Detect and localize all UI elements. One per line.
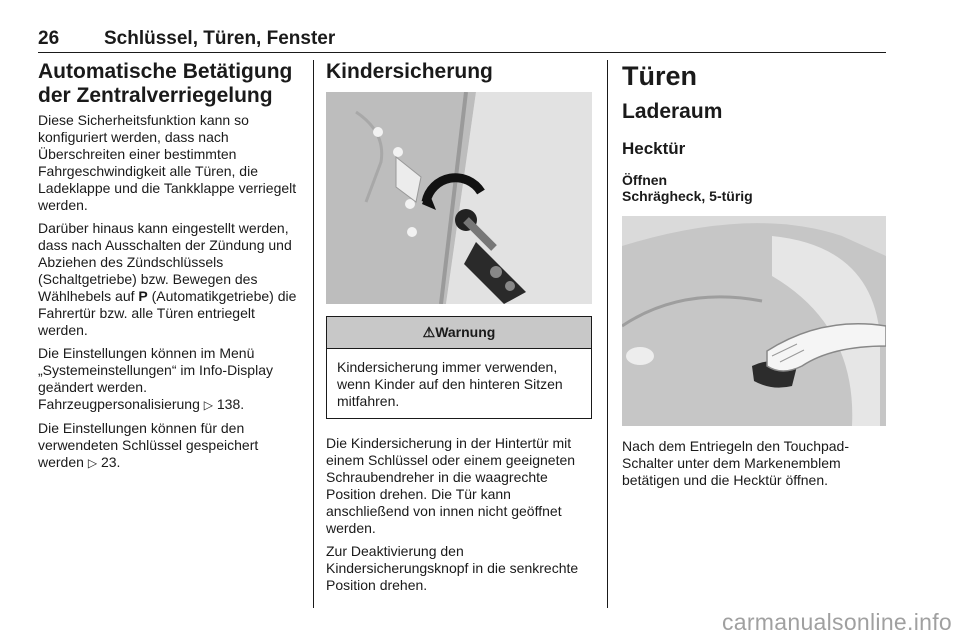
watermark: carmanualsonline.info [721, 609, 952, 635]
arrow-ref-icon: ▷ [203, 398, 213, 412]
paragraph: Die Einstellungen können im Menü „Systemeinstellungen“ im Info-Display geändert werden. Fahrzeugpersonalisierung ▷ 138. [38, 345, 273, 412]
paragraph: Zur Deaktivierung den Kindersicherungsknopf in die senkrechte Position drehen. [326, 543, 579, 593]
tailgate-illustration [622, 216, 886, 426]
column-left [38, 60, 300, 478]
hand-touchpad-image [622, 216, 886, 426]
warning-text: Kindersicherung immer verwenden, wenn Kinder auf den hinteren Sitzen mitfahren. [337, 359, 563, 409]
subheading-laderaum: Laderaum [622, 100, 723, 123]
warning-triangle-icon: ⚠ [422, 324, 436, 340]
column-middle [326, 60, 592, 600]
subheading-oeffnen: Öffnen [622, 172, 668, 188]
subheading-hecktuer: Hecktür [622, 139, 686, 158]
paragraph: Darüber hinaus kann eingestellt werden, dass nach Ausschalten der Zündung und Abziehen des Zündschlüssels (Schaltgetriebe) bzw. Bewegen des Wählhebels auf P (Automatikgetriebe) die Fahrertür bzw. alle Türen entriegelt werden. [38, 220, 297, 338]
column-right [622, 60, 886, 495]
chapter-title: Schlüssel, Türen, Fenster [104, 28, 336, 49]
arrow-ref-icon: ▷ [87, 456, 98, 470]
column-divider [313, 60, 314, 608]
page-main-heading: Türen [622, 61, 698, 91]
page-ref-link[interactable]: 23. [100, 454, 121, 470]
door-lock-key-image [326, 92, 592, 304]
paragraph: Die Kindersicherung in der Hintertür mit einem Schlüssel oder einem geeigneten Schraubendreher in die waagrechte Position drehen. Die Tür kann anschließend von innen nicht geöffnet werden. [326, 435, 576, 536]
warning-box [326, 316, 592, 419]
paragraph: Diese Sicherheitsfunktion kann so konfiguriert werden, dass nach Überschreiten einer bestimmten Fahrgeschwindigkeit alle Türen, die Ladeklappe und die Tankklappe verriegelt werden. [38, 112, 297, 213]
warning-header: ⚠Warnung [327, 317, 591, 349]
paragraph: Nach dem Entriegeln den Touchpad-Schalter unter dem Markenemblem betätigen und die Hecktür öffnen. [622, 438, 850, 488]
subheading-variant: Schrägheck, 5-türig [622, 188, 753, 204]
section-heading: Kindersicherung [326, 60, 493, 83]
page-number: 26 [38, 28, 60, 49]
column-divider [607, 60, 608, 608]
section-heading: Automatische Betätigung der Zentralverriegelung [38, 60, 293, 107]
child-lock-illustration [326, 92, 592, 304]
page-header [38, 24, 886, 53]
paragraph: Die Einstellungen können für den verwendeten Schlüssel gespeichert werden ▷ 23. [38, 420, 259, 470]
page-ref-link[interactable]: 138. [216, 396, 245, 412]
